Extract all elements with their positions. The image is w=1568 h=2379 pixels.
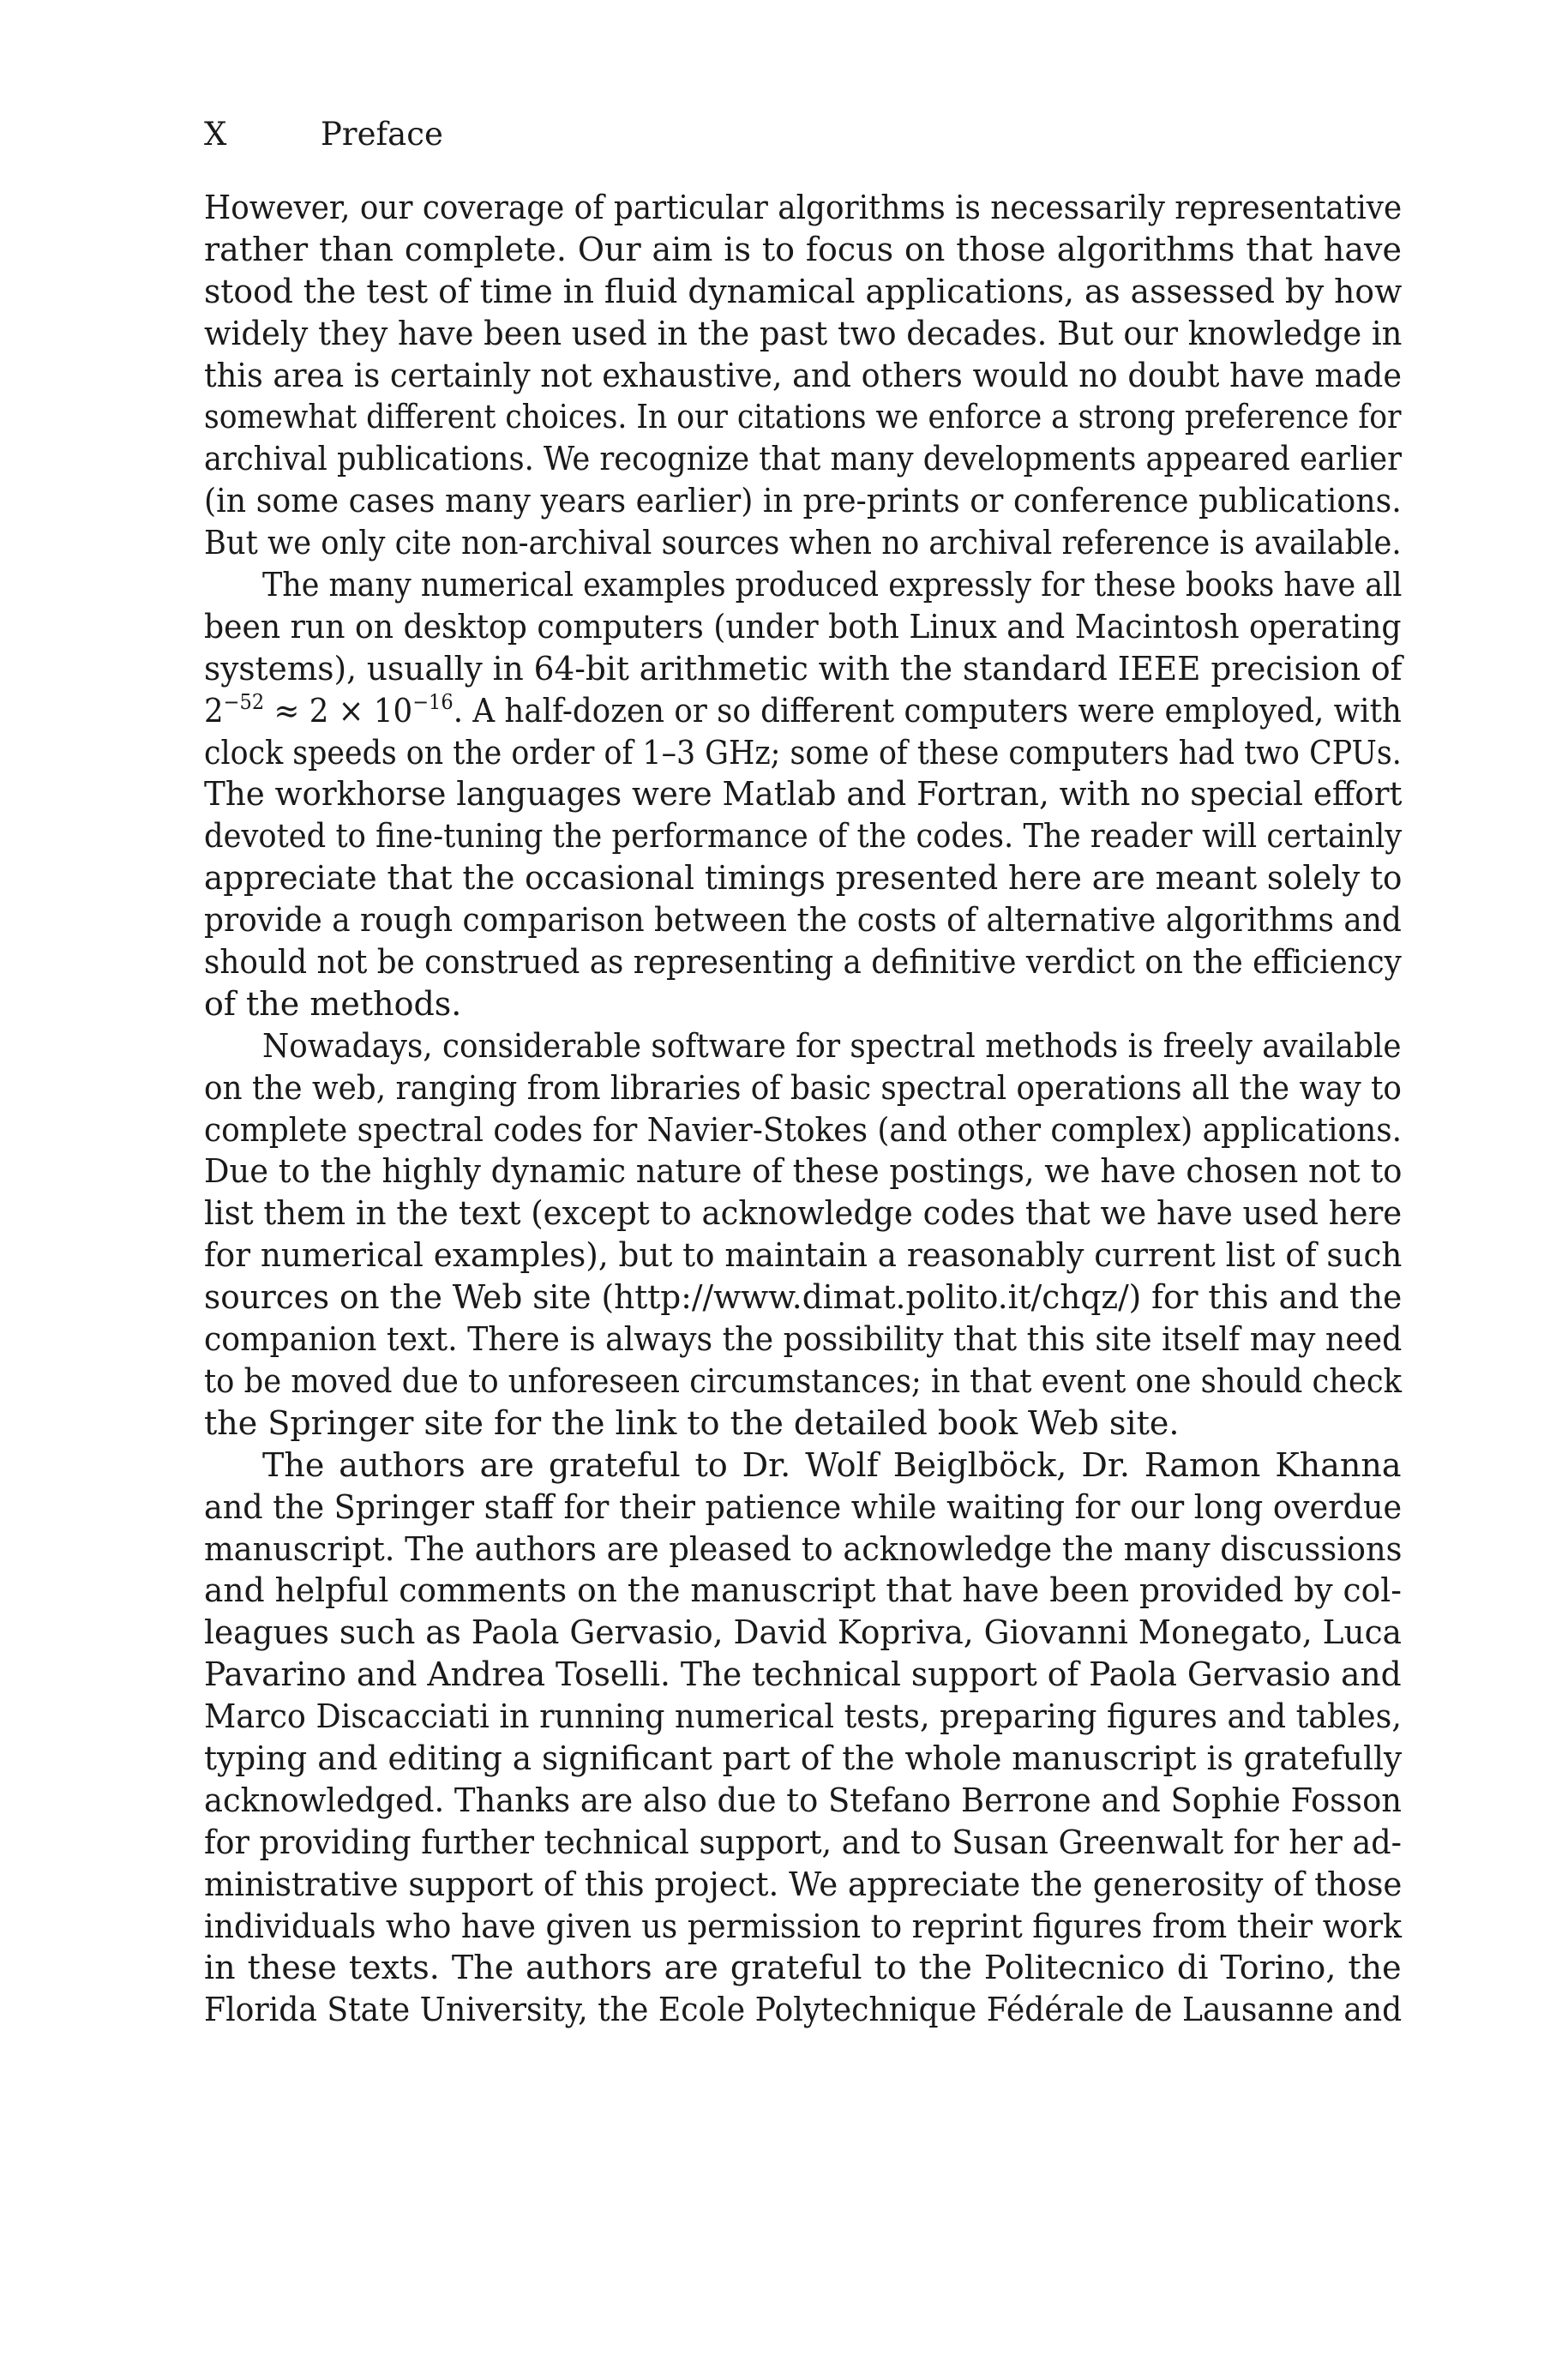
- text-line: of the methods.: [204, 984, 462, 1023]
- body-text: [204, 187, 1402, 2031]
- text-line: But we only cite non-archival sources when no archival reference is available.: [204, 524, 1402, 562]
- text-line: for numerical examples), but to maintain a reasonably current list of such: [204, 1236, 1403, 1275]
- text-line: been run on desktop computers (under both Linux and Macintosh operating: [204, 607, 1402, 646]
- text-line: somewhat different choices. In our citations we enforce a strong preference for: [204, 398, 1402, 436]
- text-line: provide a rough comparison between the costs of alternative algorithms and: [204, 901, 1402, 940]
- text-line: and helpful comments on the manuscript that have been provided by col-: [204, 1571, 1402, 1610]
- text-line: Marco Discacciati in running numerical tests, preparing figures and tables,: [204, 1697, 1402, 1736]
- math-exponent-1: −52: [223, 689, 265, 714]
- text-line: typing and editing a significant part of the whole manuscript is gratefully: [204, 1739, 1403, 1777]
- text-line: The workhorse languages were Matlab and Fortran, with no special effort: [204, 775, 1403, 814]
- math-exponent-2: −16: [412, 689, 454, 714]
- text-line: archival publications. We recognize that many developments appeared earlier: [204, 440, 1402, 478]
- text-line: The authors are grateful to Dr. Wolf Beiglböck, Dr. Ramon Khanna: [262, 1445, 1402, 1484]
- text-line: the Springer site for the link to the detailed book Web site.: [204, 1403, 1180, 1442]
- text-line: ministrative support of this project. We appreciate the generosity of those: [204, 1865, 1403, 1903]
- text-line: However, our coverage of particular algorithms is necessarily representative: [204, 189, 1403, 226]
- text-line: complete spectral codes for Navier-Stokes (and other complex) applications.: [204, 1110, 1403, 1149]
- paragraph-3: [204, 1025, 1402, 1445]
- text-line: Pavarino and Andrea Toselli. The technical support of Paola Gervasio and: [204, 1655, 1402, 1694]
- text-line: on the web, ranging from libraries of basic spectral operations all the way to: [204, 1068, 1402, 1107]
- text-line: this area is certainly not exhaustive, and others would no doubt have made: [204, 356, 1402, 394]
- text-line-rest: . A half-dozen or so different computers were employed, with: [453, 691, 1402, 730]
- text-line: to be moved due to unforeseen circumstances; in that event one should check: [204, 1361, 1403, 1400]
- text-line: companion text. There is always the possibility that this site itself may need: [204, 1320, 1403, 1359]
- text-line: widely they have been used in the past two decades. But our knowledge in: [204, 314, 1403, 352]
- text-line: should not be construed as representing a definitive verdict on the efficiency: [204, 943, 1402, 982]
- text-line: Nowadays, considerable software for spectral methods is freely available: [262, 1026, 1402, 1065]
- section-title: Preface: [321, 116, 443, 153]
- math-approx: ≈ 2 × 10: [273, 691, 413, 730]
- text-line: (in some cases many years earlier) in pre-prints or conference publications.: [204, 482, 1402, 520]
- text-line: Due to the highly dynamic nature of these postings, we have chosen not to: [204, 1152, 1403, 1191]
- text-line: Florida State University, the Ecole Polytechnique Fédérale de Lausanne and: [204, 1991, 1403, 2029]
- text-line: in these texts. The authors are grateful to the Politecnico di Torino, the: [204, 1949, 1402, 1987]
- text-line: leagues such as Paola Gervasio, David Kopriva, Giovanni Monegato, Luca: [204, 1613, 1403, 1652]
- text-line: devoted to fine-tuning the performance of the codes. The reader will certainly: [204, 817, 1403, 856]
- text-line: list them in the text (except to acknowledge codes that we have used here: [204, 1194, 1403, 1233]
- math-base: 2: [204, 691, 224, 730]
- running-head: [204, 113, 443, 156]
- text-line: individuals who have given us permission to reprint figures from their work: [204, 1907, 1402, 1945]
- text-line: systems), usually in 64-bit arithmetic with the standard IEEE precision of: [204, 649, 1403, 688]
- text-line: for providing further technical support, and to Susan Greenwalt for her ad-: [204, 1823, 1402, 1861]
- paragraph-1: [204, 187, 1402, 564]
- text-line: appreciate that the occasional timings presented here are meant solely to: [204, 859, 1403, 898]
- text-line: rather than complete. Our aim is to focus on those algorithms that have: [204, 230, 1402, 268]
- math-line: [204, 690, 1402, 732]
- text-line: and the Springer staff for their patience while waiting for our long overdue: [204, 1487, 1403, 1526]
- page-number: X: [204, 116, 227, 153]
- text-line: sources on the Web site (http://www.dimat.polito.it/chqz/) for this and the: [204, 1278, 1403, 1317]
- text-line: The many numerical examples produced expressly for these books have all: [262, 566, 1403, 604]
- text-line: manuscript. The authors are pleased to acknowledge the many discussions: [204, 1529, 1403, 1568]
- paragraph-4: [204, 1445, 1402, 2031]
- paragraph-2: [204, 564, 1402, 1025]
- text-line: stood the test of time in fluid dynamical applications, as assessed by how: [204, 272, 1403, 310]
- text-line: acknowledged. Thanks are also due to Stefano Berrone and Sophie Fosson: [204, 1781, 1402, 1819]
- text-line: clock speeds on the order of 1–3 GHz; some of these computers had two CPUs.: [204, 733, 1402, 772]
